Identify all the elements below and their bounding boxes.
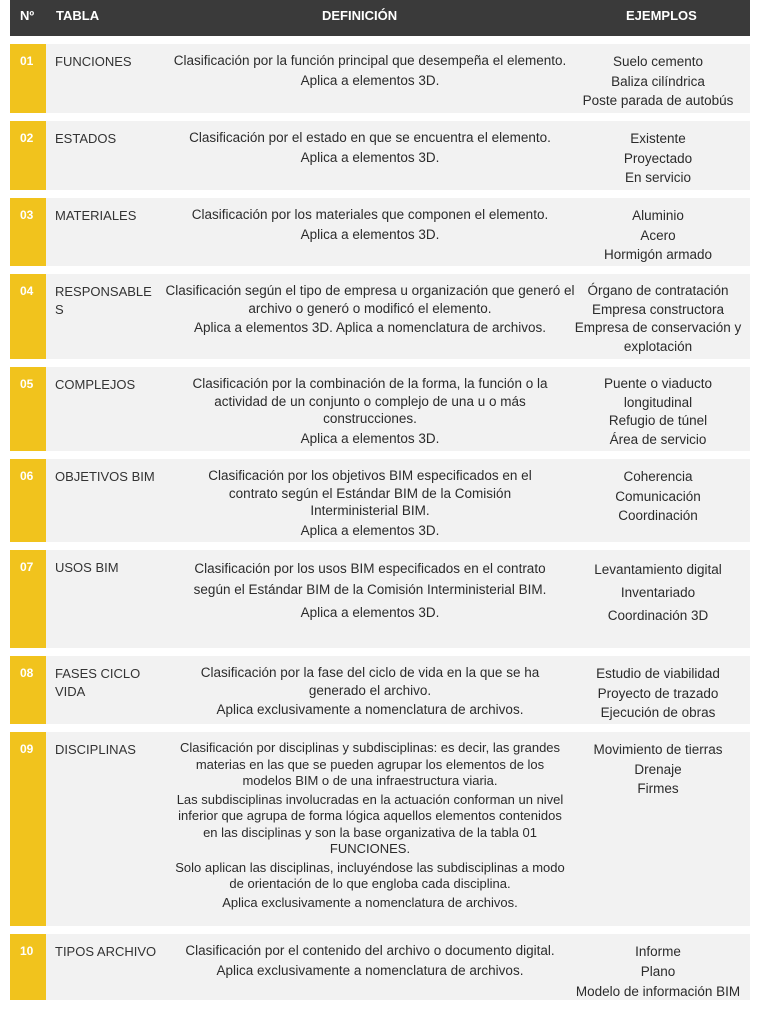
table-row (10, 121, 750, 190)
row-number: 07 (10, 550, 46, 648)
row-examples: Levantamiento digital Inventariado Coordinación 3D (594, 562, 722, 623)
table-header (10, 0, 750, 36)
table-row (10, 274, 750, 359)
row-table-name: COMPLEJOS (55, 377, 136, 392)
row-definition: Clasificación por la función principal que desempeña el elemento. Aplica a elementos 3D. (173, 53, 567, 88)
row-number: 01 (10, 44, 46, 113)
table-row (10, 367, 750, 451)
row-table-name: FASES CICLO VIDA (55, 666, 141, 699)
row-examples: Existente Proyectado En servicio (623, 131, 693, 185)
row-definition: Clasificación por los usos BIM especificados en el contrato según el Estándar BIM de la Comisión Interministerial BIM. Aplica a elementos 3D. (193, 561, 547, 620)
table-row (10, 44, 750, 113)
row-examples: Aluminio Acero Hormigón armado (603, 208, 713, 262)
row-table-name: FUNCIONES (55, 54, 132, 69)
row-number: 02 (10, 121, 46, 190)
row-examples: Puente o viaducto longitudinal Refugio de túnel Área de servicio (603, 376, 713, 447)
row-number: 09 (10, 732, 46, 926)
table-row (10, 656, 750, 724)
row-table-name: OBJETIVOS BIM (55, 469, 155, 484)
row-definition: Clasificación por la fase del ciclo de vida en la que se ha generado el archivo. Aplica exclusivamente a nomenclatura de archivos. (200, 665, 540, 717)
row-examples: Órgano de contratación Empresa constructora Empresa de conservación y explotación (574, 283, 742, 354)
table-row (10, 732, 750, 926)
row-table-name: ESTADOS (55, 131, 117, 146)
row-number: 10 (10, 934, 46, 1000)
table-row (10, 198, 750, 266)
row-table-name: USOS BIM (55, 560, 119, 575)
table-row (10, 459, 750, 542)
row-definition: Clasificación por los objetivos BIM especificados en el contrato según el Estándar BIM de la Comisión Interministerial BIM. Aplica a elementos 3D. (208, 468, 532, 538)
row-definition: Clasificación por los materiales que componen el elemento. Aplica a elementos 3D. (191, 207, 549, 242)
row-definition: Clasificación por la combinación de la forma, la función o la actividad de un conjunto o complejo de una u o más construcciones. Aplica a elementos 3D. (192, 376, 548, 446)
row-examples: Suelo cemento Baliza cilíndrica Poste parada de autobús (582, 54, 734, 108)
row-number: 04 (10, 274, 46, 359)
row-table-name: DISCIPLINAS (55, 742, 136, 757)
row-examples: Estudio de viabilidad Proyecto de trazado Ejecución de obras (596, 666, 720, 720)
row-number: 03 (10, 198, 46, 266)
row-examples: Coherencia Comunicación Coordinación (615, 469, 701, 523)
header-ejemplos: EJEMPLOS (626, 8, 697, 23)
table-row (10, 550, 750, 648)
row-examples: Movimiento de tierras Drenaje Firmes (593, 742, 723, 796)
table-row (10, 934, 750, 1000)
row-number: 06 (10, 459, 46, 542)
header-no: Nº (20, 8, 35, 23)
row-examples: Informe Plano Modelo de información BIM (575, 944, 741, 999)
row-table-name: RESPONSABLES (55, 284, 152, 317)
row-definition: Clasificación por el estado en que se encuentra el elemento. Aplica a elementos 3D. (189, 130, 551, 165)
row-table-name: TIPOS ARCHIVO (55, 944, 157, 959)
row-definition: Clasificación por el contenido del archivo o documento digital. Aplica exclusivamente a nomenclatura de archivos. (185, 943, 555, 978)
header-definicion: DEFINICIÓN (322, 8, 398, 23)
row-number: 05 (10, 367, 46, 451)
header-tabla: TABLA (56, 8, 100, 23)
row-definition: Clasificación por disciplinas y subdisciplinas: es decir, las grandes materias en las que se pueden agrupar los elementos de los modelos BIM o de una infraestructura viaria. Las subdisciplinas involucradas en la actuación conforman un nivel inferior que agrupa de forma lógica aquellos elementos contenidos en las disciplinas y son la base organizativa de la tabla 01 FUNCIONES. Solo aplican las disciplinas, incluyéndose las subdisciplinas a modo de orientación de lo que engloba cada disciplina. Aplica exclusivamente a nomenclatura de archivos. (175, 740, 565, 910)
row-table-name: MATERIALES (55, 208, 137, 223)
row-number: 08 (10, 656, 46, 724)
row-definition: Clasificación según el tipo de empresa u organización que generó el archivo o generó o modificó el elemento. Aplica a elementos 3D. Aplica a nomenclatura de archivos. (165, 283, 575, 335)
